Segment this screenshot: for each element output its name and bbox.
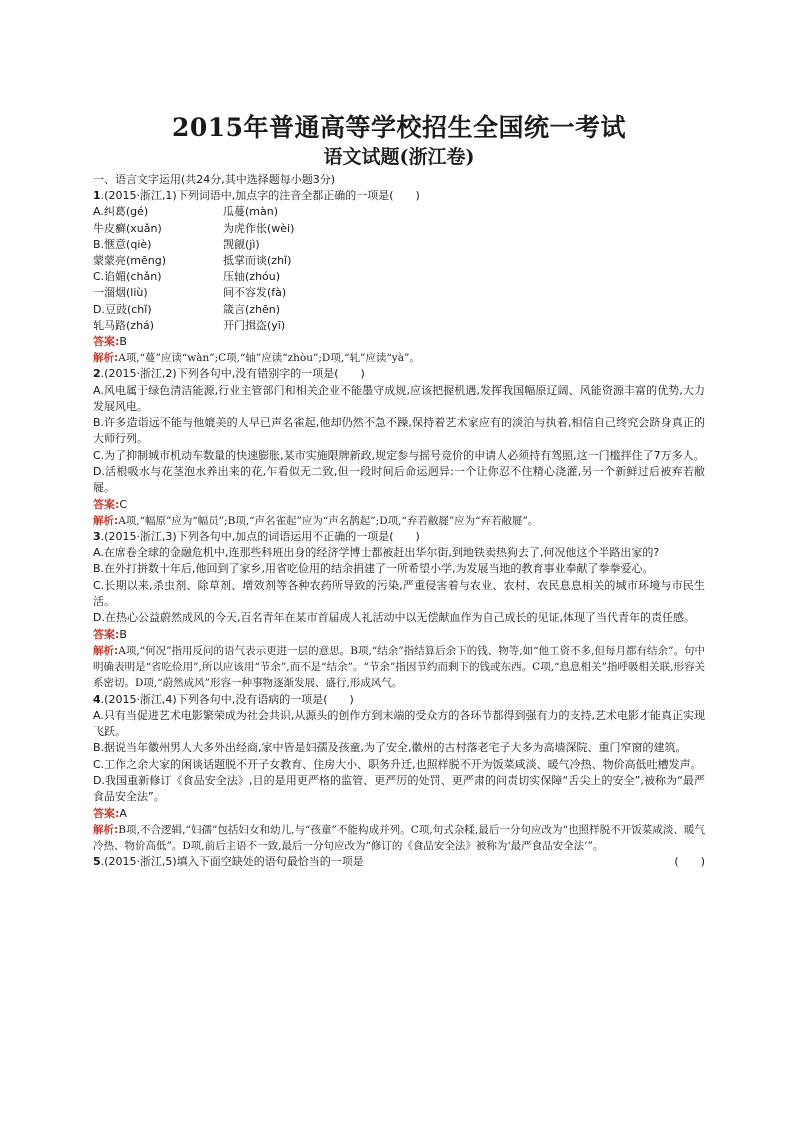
explanation-text: B项,不合逻辑,“妇孺”包括妇女和幼儿,与“孩童”不能构成并列。C项,句式杂糅,最后一分句应改为“也照样脱不开饭菜咸淡、暖气冷热、物价高低”。D项,前后主语不一致,最后一分句应改为“修订的《食品安全法》被称为‘最严食品安全法’”。 (93, 823, 705, 852)
question-number: 5 (93, 855, 101, 869)
answer-line (93, 806, 705, 822)
question-stem: .(2015·浙江,5)填入下面空缺处的语句最恰当的一项是 (100, 855, 364, 869)
option-word: 轧马路(zhá) (93, 318, 155, 332)
question-3 (93, 529, 705, 545)
answer-value: B (119, 627, 127, 641)
option-row (93, 302, 705, 318)
exam-page (93, 112, 705, 870)
explanation-label: 解析: (93, 351, 119, 364)
explanation-label: 解析: (93, 644, 119, 657)
explanation-label: 解析: (93, 823, 119, 836)
option-c: C.工作之余大家的闲谈话题脱不开子女教育、住房大小、职务升迁,也照样脱不开为饭菜咸淡、暖气冷热、物价高低吐槽发声。 (93, 757, 702, 771)
option-b: B.据说当年徽州男人大多外出经商,家中皆是妇孺及孩童,为了安全,徽州的古村落老宅子大多为高墙深院、重门窄窗的建筑。 (93, 741, 687, 755)
option-word: B.惬意(qiè) (93, 237, 152, 251)
explanation (93, 513, 705, 529)
explanation-text: A项,“幅原”应为“幅员”;B项,“声名雀起”应为“声名鹊起”;D项,“弃若敝屣”应为“弃若敝屣”。 (118, 514, 539, 527)
answer-label: 答案: (93, 806, 120, 820)
question-number: 4 (93, 692, 101, 706)
question-number: 2 (93, 367, 101, 381)
page-title: 2015年普通高等学校招生全国统一考试 (171, 113, 627, 142)
option-word: A.纠葛(gé) (93, 205, 149, 219)
option-b: B.许多造诣远不能与他媲美的人早已声名雀起,他却仍然不急不躁,保持着艺术家应有的淡泊与执着,相信自己终究会跻身真正的大师行列。 (93, 416, 705, 446)
option-row (93, 269, 705, 285)
option-word: 开门揖盗(yī) (223, 318, 286, 332)
option-row (93, 221, 705, 237)
option-word: 一溜烟(liù) (93, 286, 148, 300)
question-4 (93, 692, 705, 708)
option-row (93, 204, 705, 220)
question-stem: .(2015·浙江,4)下列各句中,没有语病的一项是( ) (100, 692, 354, 706)
option-word: 蒙蒙亮(mēng) (93, 253, 167, 267)
explanation (93, 350, 705, 366)
answer-bracket: ( ) (674, 855, 705, 869)
option-d: D.我国重新修订《食品安全法》,目的是用更严格的监管、更严厉的处罚、更严肃的问责切实保障“舌尖上的安全”,被称为“最严食品安全法”。 (93, 774, 705, 804)
option-row (93, 318, 705, 334)
question-number: 1 (93, 189, 101, 202)
question-number: 3 (93, 529, 101, 543)
option-word: 瓜蔓(màn) (223, 205, 279, 219)
option-word: 抵掌而谈(zhǐ) (223, 253, 292, 267)
option-word: 觊觎(jì) (223, 237, 260, 251)
question-stem: .(2015·浙江,2)下列各句中,没有错别字的一项是( ) (100, 367, 365, 381)
option-word: 间不容发(fà) (223, 286, 287, 300)
option-a: A.风电属于绿色清洁能源,行业主管部门和相关企业不能墨守成规,应该把握机遇,发挥我国幅原辽阔、风能资源丰富的优势,大力发展风电。 (93, 383, 705, 413)
option-row (93, 285, 705, 301)
option-word: C.谄媚(chǎn) (93, 270, 162, 284)
option-c: C.为了抑制城市机动车数量的快速膨胀,某市实施限牌新政,规定参与摇号竞价的申请人必须持有驾照,这一门槛拌住了7万多人。 (93, 448, 705, 462)
option-a: A.只有当促进艺术电影繁荣成为社会共识,从源头的创作方到末端的受众方的各环节都得到强有力的支持,艺术电影才能真正实现飞跃。 (93, 708, 705, 739)
answer-value: C (119, 497, 128, 511)
answer-value: A (119, 806, 127, 820)
q1-options (93, 204, 705, 334)
question-stem: .(2015·浙江,1)下列词语中,加点字的注音全都正确的一项是( ) (100, 189, 420, 202)
answer-label: 答案: (93, 497, 120, 511)
section-heading: 一、语言文字运用(共24分,其中选择题每小题3分) (93, 173, 336, 186)
option-row (93, 237, 705, 253)
answer-label: 答案: (93, 334, 120, 348)
question-stem: .(2015·浙江,3)下列各句中,加点的词语运用不正确的一项是( ) (100, 529, 420, 543)
question-1 (93, 188, 705, 204)
answer-line (93, 334, 705, 350)
answer-line (93, 627, 705, 643)
explanation (93, 643, 705, 692)
option-b: B.在外打拼数十年后,他回到了家乡,用省吃俭用的结余捐建了一所希望小学,为发展当地的教育事业奉献了拳拳爱心。 (93, 562, 654, 576)
page-subtitle: 语文试题(浙江卷) (323, 146, 475, 168)
explanation (93, 822, 705, 855)
answer-line (93, 497, 705, 513)
option-d: D.活根吸水与花茎泡水养出来的花,乍看似无二致,但一段时间后命运迥异:一个让你忍不住精心浇灌,另一个新鲜过后被弃若敝屣。 (93, 465, 705, 495)
explanation-text: A项,“何况”指用反问的语气表示更进一层的意思。B项,“结余”指结算后余下的钱、物等,如“他工资不多,但每月都有结余”。句中明确表明是“省吃俭用”,所以应该用“节余”,而不是“结余”。“节余”指因节约而剩下的钱或东西。C项,“息息相关”指呼吸相关联,形容关系密切。D项,“蔚然成风”形容一种事物逐渐发展、盛行,形成风气。 (93, 644, 705, 690)
option-c: C.长期以来,杀虫剂、除草剂、增效剂等各种农药所导致的污染,严重侵害着与农业、农村、农民息息相关的城市环境与市民生活。 (93, 578, 705, 609)
option-word: 箴言(zhēn) (223, 302, 281, 316)
option-word: 压轴(zhóu) (223, 270, 281, 284)
answer-value: B (119, 334, 127, 348)
option-word: D.豆豉(chǐ) (93, 302, 152, 316)
answer-label: 答案: (93, 627, 120, 641)
explanation-text: A项,“蔓”应读“wàn”;C项,“轴”应读“zhòu”;D项,“轧”应读“yà”。 (118, 351, 420, 364)
question-5 (93, 854, 705, 870)
option-row (93, 253, 705, 269)
option-a: A.在席卷全球的金融危机中,连那些科班出身的经济学博士都被赶出华尔街,到地铁卖热狗去了,何况他这个半路出家的? (93, 546, 660, 560)
option-d: D.在热心公益蔚然成风的今天,百名青年在某市首届成人礼活动中以无偿献血作为自己成长的见证,体现了当代青年的责任感。 (93, 611, 695, 625)
question-2 (93, 366, 705, 382)
option-word: 牛皮癣(xuǎn) (93, 221, 162, 235)
option-word: 为虎作伥(wèi) (223, 221, 295, 235)
explanation-label: 解析: (93, 514, 119, 527)
